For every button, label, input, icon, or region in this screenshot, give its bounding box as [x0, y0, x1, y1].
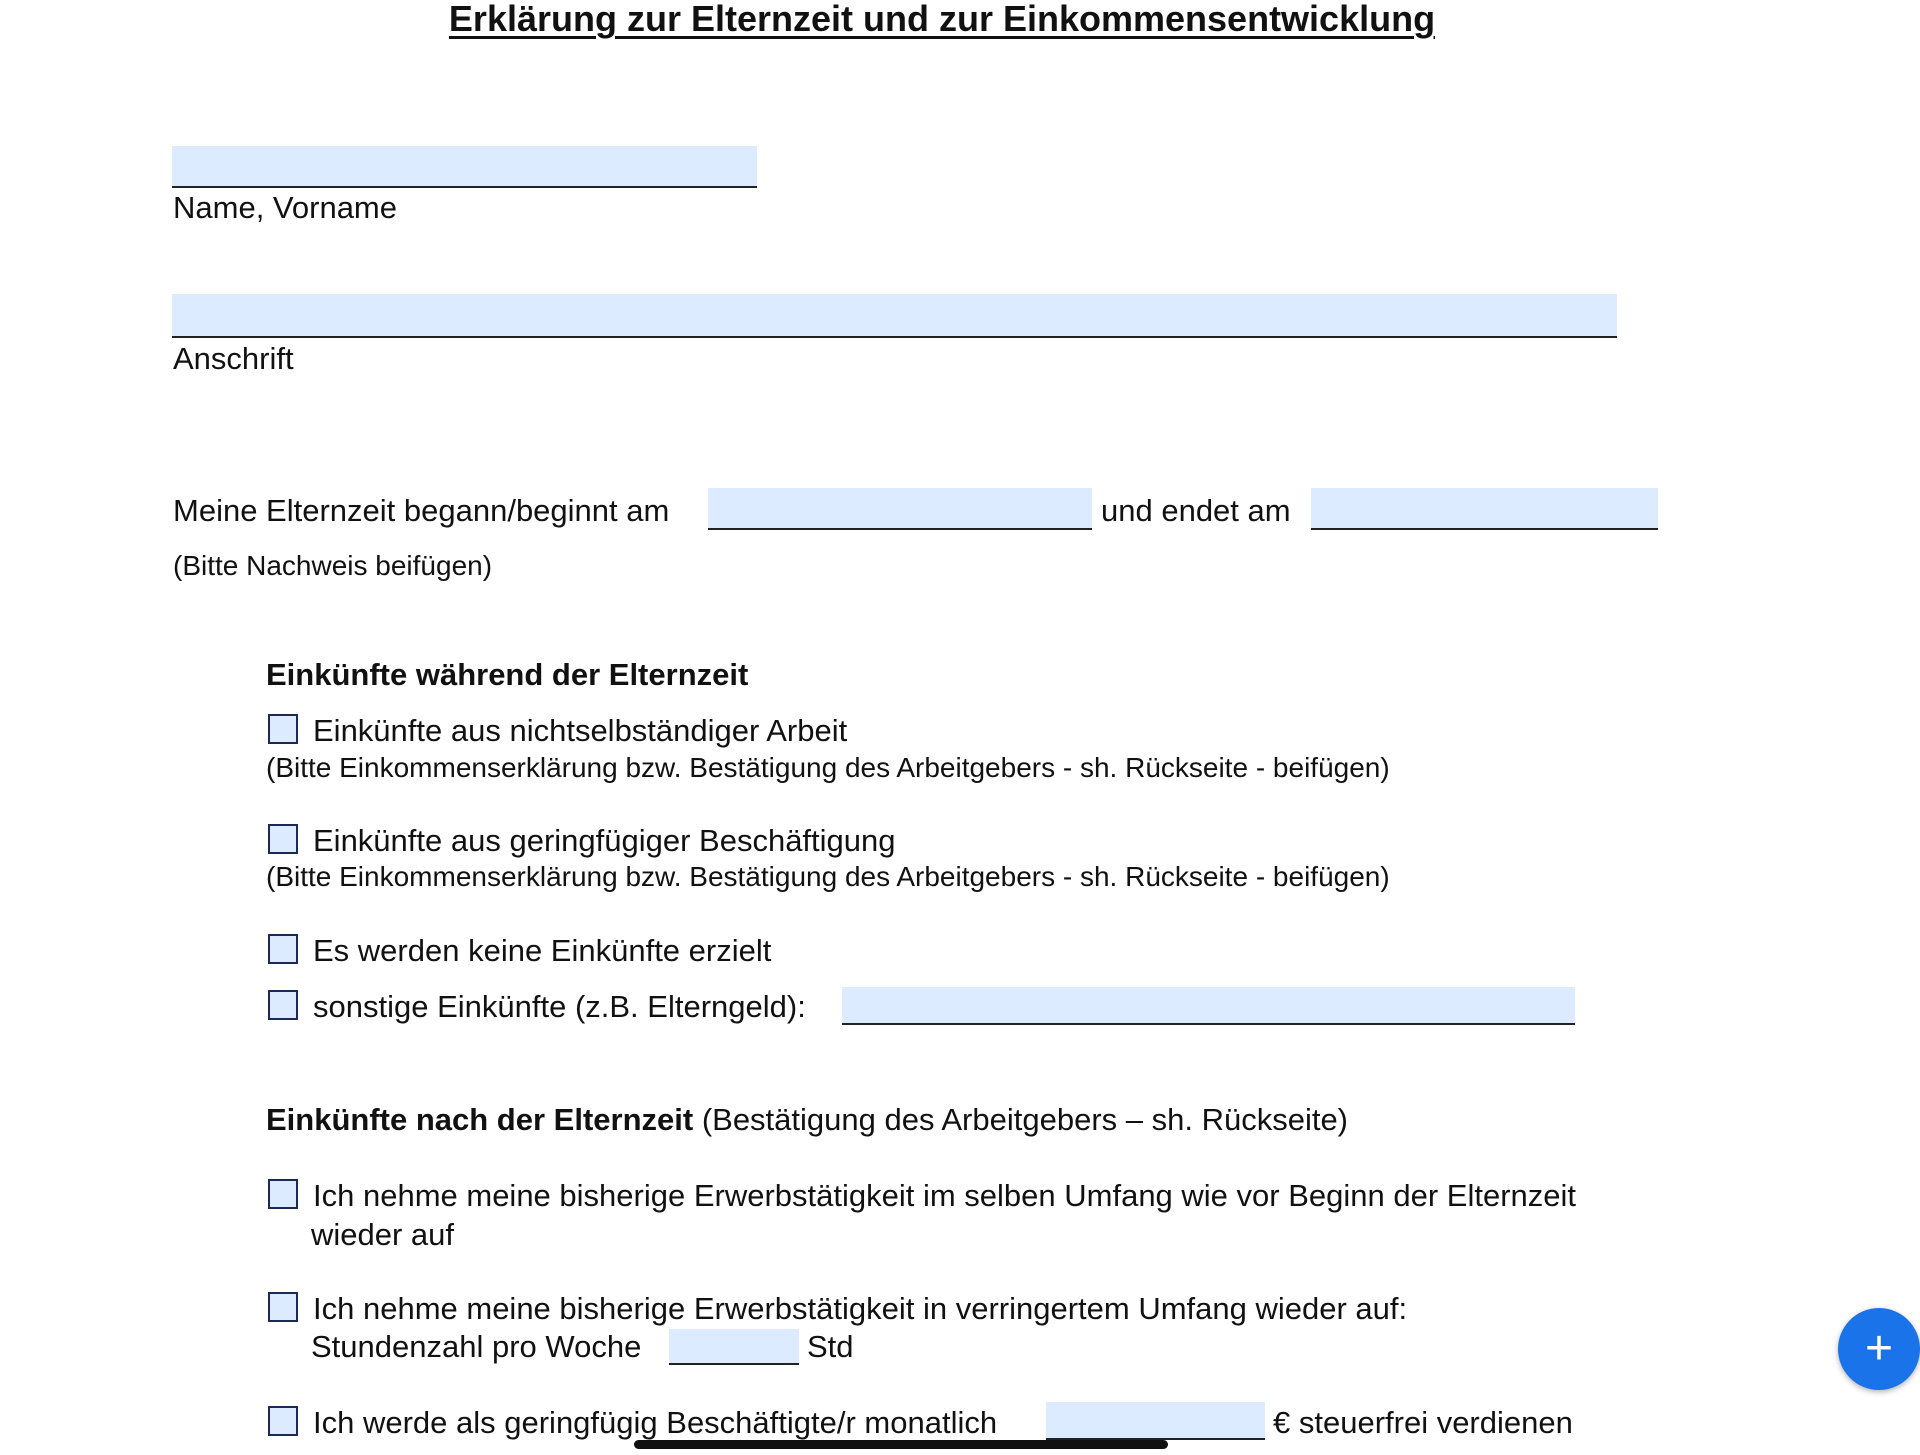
document-title: Erklärung zur Elternzeit und zur Einkommensentwicklung	[448, 0, 1436, 39]
address-field[interactable]	[172, 294, 1617, 338]
tax-free-suffix: € steuerfrei verdienen	[1273, 1405, 1573, 1440]
same-extent-checkbox[interactable]	[268, 1179, 298, 1209]
minor-monthly-checkbox[interactable]	[268, 1406, 298, 1436]
home-indicator[interactable]	[634, 1440, 1168, 1449]
add-button[interactable]	[1838, 1308, 1920, 1390]
hours-unit-label: Std	[807, 1329, 854, 1364]
hours-per-week-field[interactable]	[669, 1329, 799, 1365]
employment-income-note: (Bitte Einkommenserklärung bzw. Bestätigung des Arbeitgebers - sh. Rückseite - beifügen)	[266, 752, 1390, 783]
name-field[interactable]	[172, 146, 757, 188]
other-income-checkbox[interactable]	[268, 990, 298, 1020]
income-after-heading	[266, 1102, 1348, 1138]
employment-income-checkbox[interactable]	[268, 714, 298, 744]
leave-begin-date-field[interactable]	[708, 488, 1092, 530]
address-label: Anschrift	[173, 341, 294, 376]
name-label: Name, Vorname	[173, 190, 397, 225]
no-income-checkbox[interactable]	[268, 934, 298, 964]
reduced-extent-checkbox[interactable]	[268, 1292, 298, 1322]
other-income-label: sonstige Einkünfte (z.B. Elterngeld):	[313, 989, 806, 1024]
minor-employment-label: Einkünfte aus geringfügiger Beschäftigung	[313, 823, 896, 858]
no-income-label: Es werden keine Einkünfte erzielt	[313, 933, 772, 968]
income-after-heading-text: Einkünfte nach der Elternzeit	[266, 1102, 694, 1137]
leave-begin-label: Meine Elternzeit begann/beginnt am	[173, 493, 670, 528]
hours-per-week-label: Stundenzahl pro Woche	[311, 1329, 642, 1364]
minor-monthly-label: Ich werde als geringfügig Beschäftigte/r monatlich	[313, 1405, 998, 1440]
reduced-extent-label: Ich nehme meine bisherige Erwerbstätigkeit in verringertem Umfang wieder auf:	[313, 1291, 1408, 1326]
proof-note: (Bitte Nachweis beifügen)	[173, 550, 493, 581]
income-during-heading: Einkünfte während der Elternzeit	[266, 657, 749, 692]
same-extent-label-line2: wieder auf	[311, 1217, 455, 1252]
leave-end-label: und endet am	[1101, 493, 1291, 528]
other-income-field[interactable]	[842, 987, 1575, 1025]
minor-employment-checkbox[interactable]	[268, 824, 298, 854]
employment-income-label: Einkünfte aus nichtselbständiger Arbeit	[313, 713, 848, 748]
leave-end-date-field[interactable]	[1311, 488, 1658, 530]
plus-icon: +	[1864, 1322, 1894, 1375]
monthly-earnings-field[interactable]	[1046, 1402, 1265, 1440]
same-extent-label-line1: Ich nehme meine bisherige Erwerbstätigkeit im selben Umfang wie vor Beginn der Elternzeit	[313, 1178, 1576, 1213]
income-after-heading-note: (Bestätigung des Arbeitgebers – sh. Rückseite)	[693, 1102, 1349, 1137]
minor-employment-note: (Bitte Einkommenserklärung bzw. Bestätigung des Arbeitgebers - sh. Rückseite - beifügen)	[266, 861, 1390, 892]
